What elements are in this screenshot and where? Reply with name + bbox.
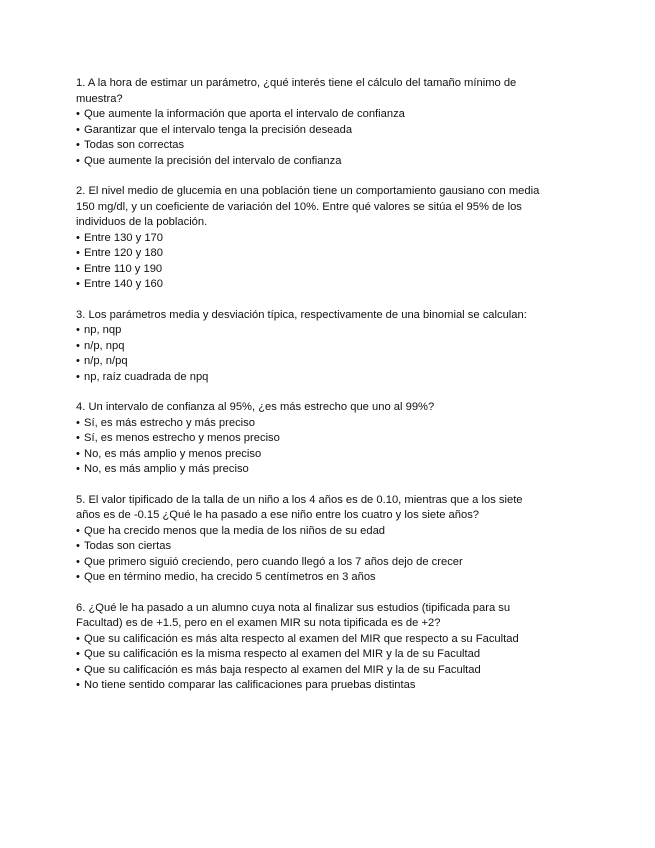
bullet-icon: • [76, 524, 80, 537]
question-text: 6. ¿Qué le ha pasado a un alumno cuya nota al finalizar sus estudios (tipificada para su Facultad) es de +1.5, pero en el examen MIR su nota tipificada es de +2? [76, 601, 511, 629]
option-text: Todas son correctas [84, 139, 185, 151]
option-text: Que su calificación es más baja respecto al examen del MIR y la de su Facultad [84, 663, 481, 676]
option-text: n/p, npq [84, 339, 125, 352]
option-text: No, es más amplio y menos preciso [84, 447, 262, 460]
bullet-icon: • [76, 679, 80, 691]
bullet-icon: • [76, 355, 80, 367]
option-text: Entre 140 y 160 [84, 278, 163, 290]
option-item [76, 262, 546, 278]
bullet-icon: • [76, 571, 80, 583]
option-item [76, 416, 546, 432]
option-text: No tiene sentido comparar las calificaciones para pruebas distintas [84, 679, 416, 691]
option-list [76, 524, 546, 586]
option-list [76, 323, 546, 385]
question-5 [76, 493, 546, 586]
option-list [76, 231, 546, 293]
option-item [76, 647, 546, 663]
bullet-icon: • [76, 324, 80, 336]
option-text: Que ha crecido menos que la media de los niños de su edad [84, 524, 386, 537]
option-text: No, es más amplio y más preciso [84, 463, 249, 475]
question-text: 3. Los parámetros media y desviación típica, respectivamente de una binomial se calculan: [76, 308, 527, 321]
option-text: np, nqp [84, 324, 122, 336]
document-page [76, 76, 546, 709]
bullet-icon: • [76, 663, 80, 676]
bullet-icon: • [76, 370, 80, 383]
option-item [76, 231, 546, 247]
bullet-icon: • [76, 278, 80, 290]
option-item [76, 370, 546, 386]
option-item [76, 570, 546, 586]
bullet-icon: • [76, 555, 80, 568]
bullet-icon: • [76, 339, 80, 352]
option-text: Que su calificación es la misma respecto al examen del MIR y la de su Facultad [84, 648, 481, 660]
option-text: np, raíz cuadrada de npq [84, 370, 209, 383]
question-3 [76, 308, 546, 386]
option-item [76, 632, 546, 648]
option-item [76, 524, 546, 540]
option-item [76, 354, 546, 370]
question-4 [76, 400, 546, 478]
option-text: Sí, es más estrecho y más preciso [84, 416, 255, 429]
bullet-icon: • [76, 154, 80, 167]
bullet-icon: • [76, 632, 80, 645]
option-item [76, 107, 546, 123]
bullet-icon: • [76, 416, 80, 429]
bullet-icon: • [76, 648, 80, 660]
bullet-icon: • [76, 262, 80, 275]
bullet-icon: • [76, 432, 80, 444]
bullet-icon: • [76, 447, 80, 460]
option-item [76, 123, 546, 139]
option-item [76, 277, 546, 293]
question-6 [76, 601, 546, 694]
bullet-icon: • [76, 463, 80, 475]
option-text: Que primero siguió creciendo, pero cuando llegó a los 7 años dejo de crecer [84, 555, 463, 568]
bullet-icon: • [76, 123, 80, 136]
option-text: Entre 120 y 180 [84, 247, 163, 259]
option-item [76, 154, 546, 170]
option-list [76, 416, 546, 478]
bullet-icon: • [76, 247, 80, 259]
option-list [76, 632, 546, 694]
option-text: n/p, n/pq [84, 355, 128, 367]
option-item [76, 431, 546, 447]
question-1 [76, 76, 546, 169]
option-item [76, 539, 546, 555]
option-item [76, 339, 546, 355]
question-2 [76, 184, 546, 293]
bullet-icon: • [76, 540, 80, 552]
option-item [76, 323, 546, 339]
option-item [76, 138, 546, 154]
option-item [76, 678, 546, 694]
option-item [76, 462, 546, 478]
bullet-icon: • [76, 139, 80, 151]
option-item [76, 555, 546, 571]
option-list [76, 107, 546, 169]
question-text: 5. El valor tipificado de la talla de un niño a los 4 años es de 0.10, mientras que a los siete años es de -0.15 ¿Qué le ha pasado a ese niño entre los cuatro y los siete años? [76, 493, 523, 521]
option-item [76, 663, 546, 679]
option-item [76, 447, 546, 463]
bullet-icon: • [76, 108, 80, 120]
option-text: Entre 110 y 190 [84, 262, 163, 275]
option-text: Que en término medio, ha crecido 5 centímetros en 3 años [84, 571, 376, 583]
question-text: 4. Un intervalo de confianza al 95%, ¿es más estrecho que uno al 99%? [76, 401, 435, 413]
option-item [76, 246, 546, 262]
option-text: Que aumente la precisión del intervalo de confianza [84, 154, 342, 167]
option-text: Todas son ciertas [84, 540, 172, 552]
option-text: Garantizar que el intervalo tenga la precisión deseada [84, 123, 353, 136]
option-text: Sí, es menos estrecho y menos preciso [84, 432, 280, 444]
question-text: 2. El nivel medio de glucemia en una población tiene un comportamiento gausiano con media 150 mg/dl, y un coeficiente de variación del 10%. Entre qué valores se sitúa el 95% de los individuos de la población. [76, 185, 540, 228]
option-text: Que su calificación es más alta respecto al examen del MIR que respecto a su Facultad [84, 632, 519, 645]
bullet-icon: • [76, 231, 80, 244]
option-text: Que aumente la información que aporta el intervalo de confianza [84, 108, 405, 120]
option-text: Entre 130 y 170 [84, 231, 163, 244]
question-text: 1. A la hora de estimar un parámetro, ¿qué interés tiene el cálculo del tamaño mínimo de muestra? [76, 77, 517, 105]
